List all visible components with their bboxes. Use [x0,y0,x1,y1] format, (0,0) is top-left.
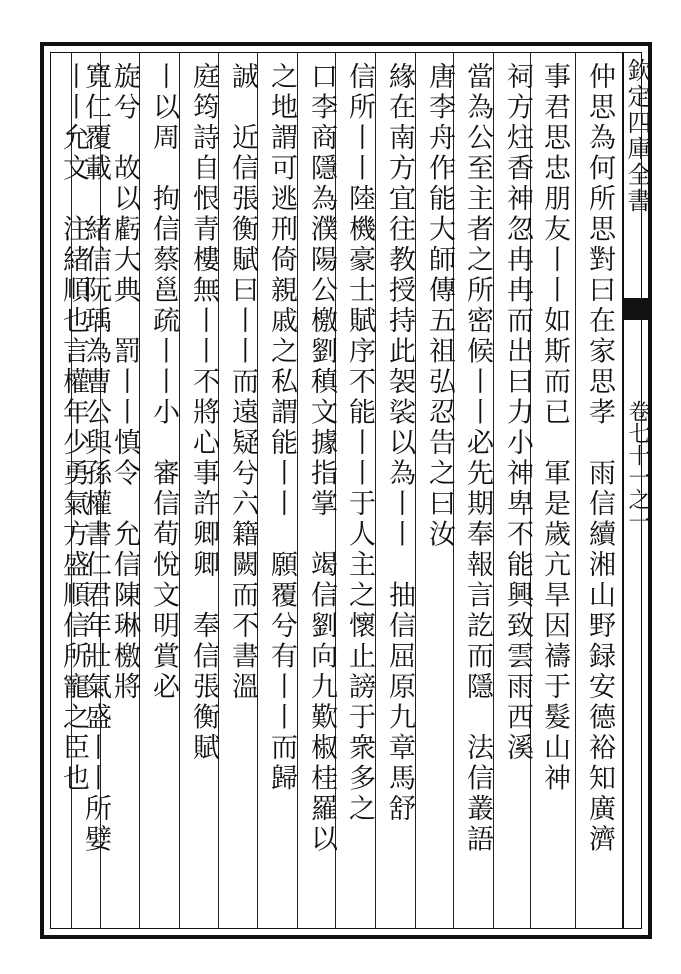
text-column-9: 之地謂可逃刑倚親戚之私謂能丨丨 願覆兮有丨丨而歸 [266,62,297,794]
column-rule [575,52,576,929]
text-column-10: 誠 近信張衡賦曰丨丨而遠疑兮六籍闕而不書溫 [227,62,258,703]
text-column-8: 口李商隱為濮陽公檄劉稹文據指掌 竭信劉向九歎椒桂羅以 [306,62,337,855]
text-column-4: 當為公至主者之所密候丨丨必先期奉報言訖而隱 法信叢語 [462,62,493,855]
fishtail-mark [622,298,652,320]
text-column-11: 庭筠詩自恨青樓無丨丨不將心事許卿卿 奉信張衡賦 [188,62,219,764]
margin-book-title: 欽定四庫全書 [623,58,651,214]
text-column-1: 仲思為何所思對曰在家思孝 雨信續湘山野録安德裕知廣濟 [584,62,615,855]
text-column-2: 事君思忠朋友丨丨如斯而已 軍是歲亢旱因禱于髮山神 [539,62,570,794]
margin-volume-label: 卷七十一之一 [625,400,650,532]
text-column-6: 緣在南方宜往教授持此袈裟以為丨丨 抽信屈原九章馬舒 [384,62,415,825]
text-column-14: 寬仁覆載 緒信阮瑀為曹公與孫權書仁君年壯氣盛丨丨所嬖 [80,62,111,855]
text-column-12: 丨以周 拘信蔡邕疏丨丨小 審信荀悅文明賞必 [148,62,179,703]
text-column-7: 信所丨丨陸機豪士賦序不能丨丨于人主之懷止謗于衆多之 [344,62,375,825]
text-column-3: 祠方炷香神忽冉冉而出曰力小神卑不能興致雲雨西溪 [502,62,533,764]
text-column-5: 唐李舟作能大師傳五祖弘忍告之曰汝 [424,62,455,550]
text-column-15: 丨丨允文 注緒順也言權年少勇氣方盛順信所寵之臣也 [58,62,89,794]
text-column-13: 旋兮 故以虧大典 罰丨丨慎令 允信陳琳檄將 [109,62,140,703]
